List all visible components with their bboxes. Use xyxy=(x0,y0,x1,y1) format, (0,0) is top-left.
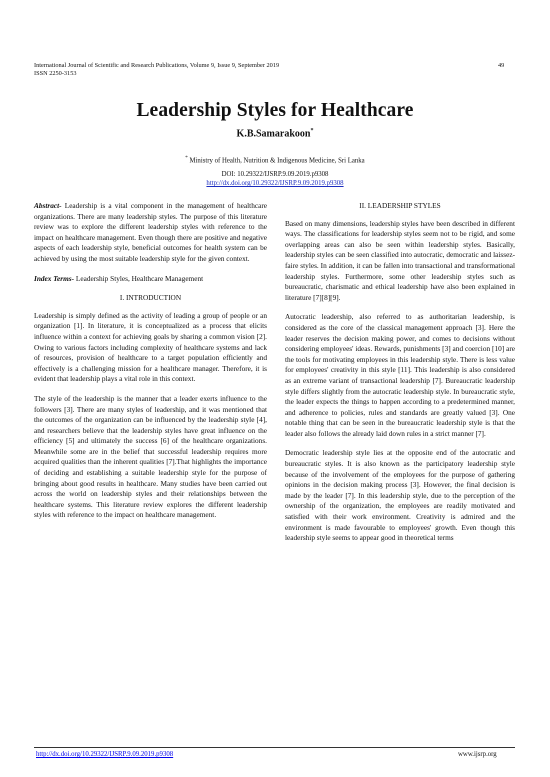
index-terms-label: Index Terms- xyxy=(34,273,75,283)
footer-doi-link[interactable]: http://dx.doi.org/10.29322/IJSRP.9.09.2019.p9308 xyxy=(36,751,174,758)
author-name: K.B.Samarakoon xyxy=(236,128,311,140)
footer-site-link[interactable]: www.ijsrp.org xyxy=(458,751,497,758)
intro-paragraph-2: The style of the leadership is the manner that a leader exerts influence to the followers [3]. There are many styles of leadership, and it was mentioned that the outcomes of the organization can be influenced by the leadership style [4], and researchers believe that the leadership styles have great influence on the efficiency [5] and ultimately the success [6] of the healthcare organizations. Meanwhile some are in the belief that successful leadership requires more acquired qualities than the inherent qualities [7].That highlights the importance of deciding and establishing a suitable leadership style for the purpose of bringing about good results in healthcare. Many studies have been carried out across the world on leadership styles and their relationships between the healthcare systems. This literature review explores the different leadership styles with reference to the impact on healthcare management. xyxy=(34,393,267,520)
left-column xyxy=(34,201,267,530)
issn: ISSN 2250-3153 xyxy=(34,70,77,77)
abstract xyxy=(34,201,267,265)
right-column xyxy=(285,201,515,553)
author-line xyxy=(0,128,550,139)
doi-link[interactable]: http://dx.doi.org/10.29322/IJSRP.9.09.2019.p9308 xyxy=(206,180,344,187)
abstract-text: Leadership is a vital component in the management of healthcare organizations. There are many leadership styles. The purpose of this literature review was to explore the different leadership styles with reference to the impact on healthcare management. Even though there are positive and negative aspects of each leadership style, beneficial outcomes for health system can be achieved by using the most suitable leadership style for the given context. xyxy=(34,201,267,263)
intro-paragraph-1: Leadership is simply defined as the activity of leading a group of people or an organization [1]. In literature, it is conceptualized as a process that elicits influence within a context for achieving goals by sharing a common vision [2]. Owing to various factors including complexity of healthcare systems and lack of resources, provision of healthcare to a target population efficiently and effectively is a challenging mission for a healthcare manager. Therefore, it is evident that leadership plays a vital role in this context. xyxy=(34,310,267,384)
paper-title: Leadership Styles for Healthcare xyxy=(136,100,414,121)
styles-paragraph-2: Autocratic leadership, also referred to as authoritarian leadership, is considered as the core of the classical management approach [3]. Here the leader reserves the decision making power, and comes to decisions without considering employees' ideas. Rewards, punishments [3] and coercion [10] are the tools for motivating employees in this leadership style. There is less value for employees' creativity in this style [11]. This leadership is also considered as an extreme variant of transactional leadership [7]. Bureaucratic leadership style differs slightly from the autocratic leadership style. In bureaucratic style, the leader expects the things to happen according to a predetermined manner, and adherence to policies, rules and standards are greatly valued [3]. One notable thing that can be seen in the bureaucratic leadership style is that the leader also follows the already laid down rules in a strict manner [7]. xyxy=(285,312,515,438)
affiliation-mark: * xyxy=(185,156,188,161)
affiliation xyxy=(0,156,550,164)
journal-citation: International Journal of Scientific and Research Publications, Volume 9, Issue 9, September 2019 xyxy=(34,62,280,69)
affiliation-text: Ministry of Health, Nutrition & Indigenous Medicine, Sri Lanka xyxy=(189,157,365,165)
section-heading-leadership-styles: II. LEADERSHIP STYLES xyxy=(359,201,441,210)
styles-paragraph-3: Democratic leadership style lies at the opposite end of the autocratic and bureaucratic styles. It is also known as the participatory leadership style because of the involvement of the employees for the purpose of gathering opinions in the decision making process [3]. However, the final decision is made by the leader [7]. In this leadership style, due to the perception of the ownership of the organization, the employees are readily motivated and satisfied with their work environment. Creativity is admired and the environment is made favourable to employees' growth. Even though this leadership style seems to appear good in theoretical terms xyxy=(285,448,515,543)
running-header xyxy=(34,62,279,78)
author-mark: * xyxy=(310,128,314,134)
index-terms-text: Leadership Styles, Healthcare Management xyxy=(74,273,204,283)
doi-block xyxy=(0,170,550,188)
doi-text: DOI: 10.29322/IJSRP.9.09.2019.p9308 xyxy=(221,171,329,178)
footer-rule xyxy=(34,747,515,748)
styles-paragraph-1: Based on many dimensions, leadership styles have been described in different ways. The classifications for leadership styles seem not to be rigid, and some overlapping areas can also be seen within leadership styles. Basically, leadership styles can be seen classified into autocratic, democratic and laissez-faire styles. In addition, it can be fallen into transactional and transformational leadership styles. Furthermore, some other leadership styles such as bureaucratic, charismatic and ethical leadership have also been explained in literature [7][8][9]. xyxy=(285,218,515,302)
index-terms xyxy=(34,274,267,285)
abstract-label: Abstract- xyxy=(34,201,62,210)
section-heading-introduction: I. INTRODUCTION xyxy=(119,293,182,303)
page-number: 49 xyxy=(498,62,505,69)
